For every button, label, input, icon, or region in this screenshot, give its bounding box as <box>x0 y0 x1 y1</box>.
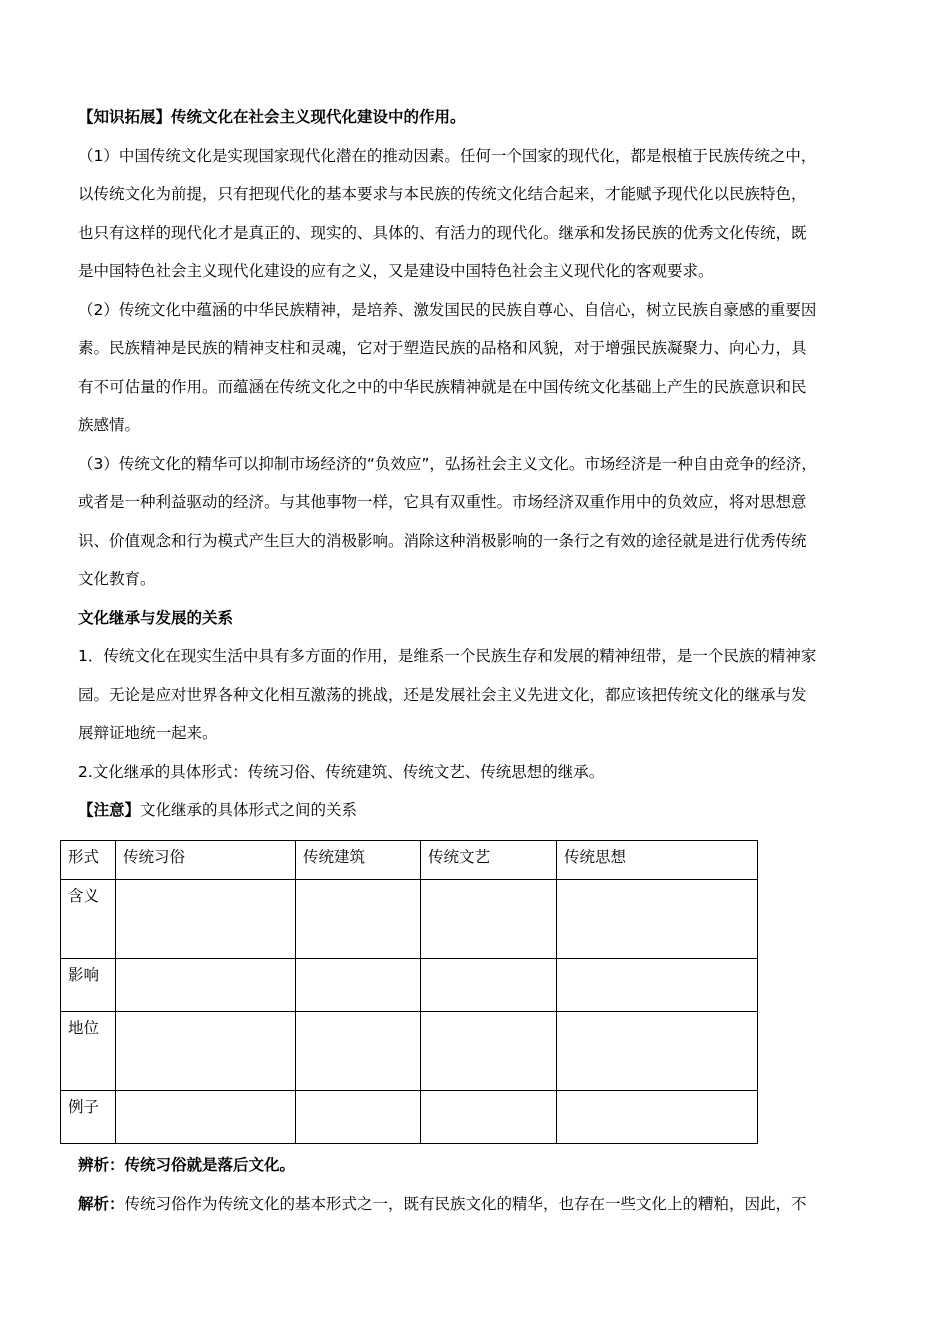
point-2: 2.文化继承的具体形式：传统习俗、传统建筑、传统文艺、传统思想的继承。 <box>78 762 605 781</box>
discern-line <box>78 1146 888 1185</box>
paragraph-line: 展辩证地统一起来。 <box>78 724 218 742</box>
row-label: 含义 <box>61 880 116 959</box>
heading-title: 传统文化在社会主义现代化建设中的作用。 <box>171 108 466 126</box>
note-line <box>78 791 888 830</box>
table-row <box>61 1012 758 1091</box>
note-bracket: 【注意】 <box>78 801 141 819</box>
paragraph-line: （2）传统文化中蕴涵的中华民族精神，是培养、激发国民的民族自尊心、自信心，树立民族自豪感的重要因 <box>78 300 817 319</box>
paragraph-line: 1．传统文化在现实生活中具有多方面的作用，是维系一个民族生存和发展的精神纽带，是一个民族的精神家 <box>78 647 817 665</box>
table-cell <box>116 959 296 1012</box>
row-label: 影响 <box>61 959 116 1012</box>
table-header-cell: 传统思想 <box>557 841 758 880</box>
heading-bracket: 【知识拓展】 <box>78 108 172 126</box>
analysis-line <box>78 1185 888 1224</box>
paragraph-line: 园。无论是应对世界各种文化相互激荡的挑战，还是发展社会主义先进文化，都应该把传统文化的继承与发 <box>78 685 807 704</box>
paragraph-line: （1）中国传统文化是实现国家现代化潜在的推动因素。任何一个国家的现代化，都是根植于民族传统之中， <box>78 146 817 165</box>
table-cell <box>421 1012 557 1091</box>
paragraph-line: 族感情。 <box>78 416 141 434</box>
row-label: 地位 <box>61 1012 116 1091</box>
table-cell <box>421 1091 557 1144</box>
table-cell <box>296 880 421 959</box>
table-cell <box>116 880 296 959</box>
table-cell <box>116 1012 296 1091</box>
table-header-cell: 形式 <box>61 841 116 880</box>
paragraph-2 <box>78 291 888 445</box>
table-cell <box>557 1091 758 1144</box>
table-header-cell: 传统习俗 <box>116 841 296 880</box>
table-cell <box>296 1012 421 1091</box>
table-header-cell: 传统建筑 <box>296 841 421 880</box>
table-row <box>61 959 758 1012</box>
paragraph-line: 是中国特色社会主义现代化建设的应有之义，又是建设中国特色社会主义现代化的客观要求。 <box>78 262 714 280</box>
analysis-section <box>78 1146 888 1223</box>
table-row <box>61 880 758 959</box>
paragraph-line: 或者是一种利益驱动的经济。与其他事物一样，它具有双重性。市场经济双重作用中的负效应，将对思想意 <box>78 493 807 511</box>
paragraph-line: 素。民族精神是民族的精神支柱和灵魂，它对于塑造民族的品格和风貌，对于增强民族凝聚力、向心力，具 <box>78 339 807 357</box>
forms-table <box>60 840 758 1144</box>
document-body <box>78 98 888 830</box>
analysis-label: 解析： <box>78 1194 125 1213</box>
paragraph-line: 文化教育。 <box>78 570 156 588</box>
paragraph-line: 以传统文化为前提，只有把现代化的基本要求与本民族的传统文化结合起来，才能赋予现代化以民族特色， <box>78 185 807 203</box>
section-heading: 文化继承与发展的关系 <box>78 608 234 627</box>
table-cell <box>557 959 758 1012</box>
table-cell <box>421 880 557 959</box>
paragraph-line: （3）传统文化的精华可以抑制市场经济的“负效应”，弘扬社会主义文化。市场经济是一种自由竞争的经济， <box>78 454 817 473</box>
table-cell <box>557 880 758 959</box>
note-text: 文化继承的具体形式之间的关系 <box>140 801 358 819</box>
table-header-row <box>61 841 758 880</box>
paragraph-line: 有不可估量的作用。而蕴涵在传统文化之中的中华民族精神就是在中国传统文化基础上产生的民族意识和民 <box>78 377 807 396</box>
table-header-cell: 传统文艺 <box>421 841 557 880</box>
table-cell <box>296 1091 421 1144</box>
discern-text: 传统习俗就是落后文化。 <box>124 1156 296 1174</box>
table-cell <box>296 959 421 1012</box>
knowledge-heading <box>78 98 888 137</box>
paragraph-line: 识、价值观念和行为模式产生巨大的消极影响。消除这种消极影响的一条行之有效的途径就是进行优秀传统 <box>78 531 807 550</box>
row-label: 例子 <box>61 1091 116 1144</box>
table-cell <box>116 1091 296 1144</box>
paragraph-line: 也只有这样的现代化才是真正的、现实的、具体的、有活力的现代化。继承和发扬民族的优秀文化传统，既 <box>78 223 807 242</box>
table-row <box>61 1091 758 1144</box>
paragraph-1 <box>78 137 888 291</box>
analysis-text: 传统习俗作为传统文化的基本形式之一，既有民族文化的精华，也存在一些文化上的糟粕，因此，不 <box>124 1194 807 1213</box>
discern-label: 辨析： <box>78 1156 125 1174</box>
paragraph-3 <box>78 445 888 599</box>
table-cell <box>557 1012 758 1091</box>
table-cell <box>421 959 557 1012</box>
point-1 <box>78 637 888 753</box>
